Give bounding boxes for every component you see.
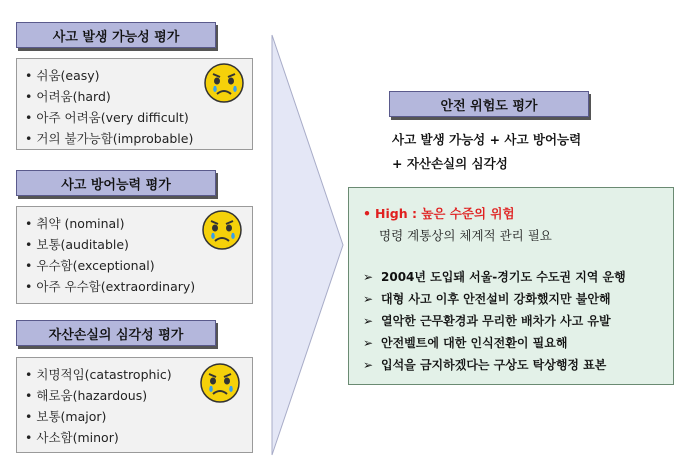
list-item: • 취약 (nominal) bbox=[25, 216, 125, 231]
list-item: • 아주 어려움(very difficult) bbox=[25, 110, 189, 125]
high-risk-label: • High : 높은 수준의 위험 bbox=[363, 206, 515, 221]
list-item: • 우수함(exceptional) bbox=[25, 258, 155, 273]
list-item: • 사소함(minor) bbox=[25, 430, 119, 445]
formula-line-2: + 자산손실의 심각성 bbox=[392, 156, 508, 171]
list-item: ➢ 2004년 도입돼 서울-경기도 수도권 지역 운행 bbox=[363, 270, 626, 284]
list-item: • 보통(major) bbox=[25, 409, 107, 424]
list-item: ➢ 대형 사고 이후 안전설비 강화했지만 불안해 bbox=[363, 292, 611, 306]
section-header-defense: 사고 방어능력 평가 bbox=[16, 170, 216, 196]
list-item: • 쉬움(easy) bbox=[25, 68, 100, 83]
risk-assessment-header: 안전 위험도 평가 bbox=[389, 91, 589, 117]
list-item: ➢ 안전벨트에 대한 인식전환이 필요해 bbox=[363, 336, 568, 350]
list-item: • 해로움(hazardous) bbox=[25, 388, 148, 403]
formula-line-1: 사고 발생 가능성 + 사고 방어능력 bbox=[392, 132, 582, 147]
section-header-severity: 자산손실의 심각성 평가 bbox=[16, 320, 216, 346]
list-item: ➢ 입석을 금지하겠다는 구상도 탁상행정 표본 bbox=[363, 358, 607, 372]
worried-face-icon bbox=[198, 361, 242, 405]
list-item: • 거의 불가능함(improbable) bbox=[25, 131, 194, 146]
list-item: • 보통(auditable) bbox=[25, 237, 129, 252]
list-item: • 아주 우수함(extraordinary) bbox=[25, 279, 196, 294]
list-item: • 어려움(hard) bbox=[25, 89, 111, 104]
worried-face-icon bbox=[202, 61, 246, 105]
result-box bbox=[348, 187, 674, 385]
management-note: 명령 계통상의 체계적 관리 필요 bbox=[379, 228, 552, 243]
worried-face-icon bbox=[200, 208, 244, 252]
list-item: • 치명적임(catastrophic) bbox=[25, 367, 172, 382]
list-item: ➢ 열악한 근무환경과 무리한 배차가 사고 유발 bbox=[363, 314, 611, 328]
section-header-likelihood: 사고 발생 가능성 평가 bbox=[16, 22, 216, 48]
